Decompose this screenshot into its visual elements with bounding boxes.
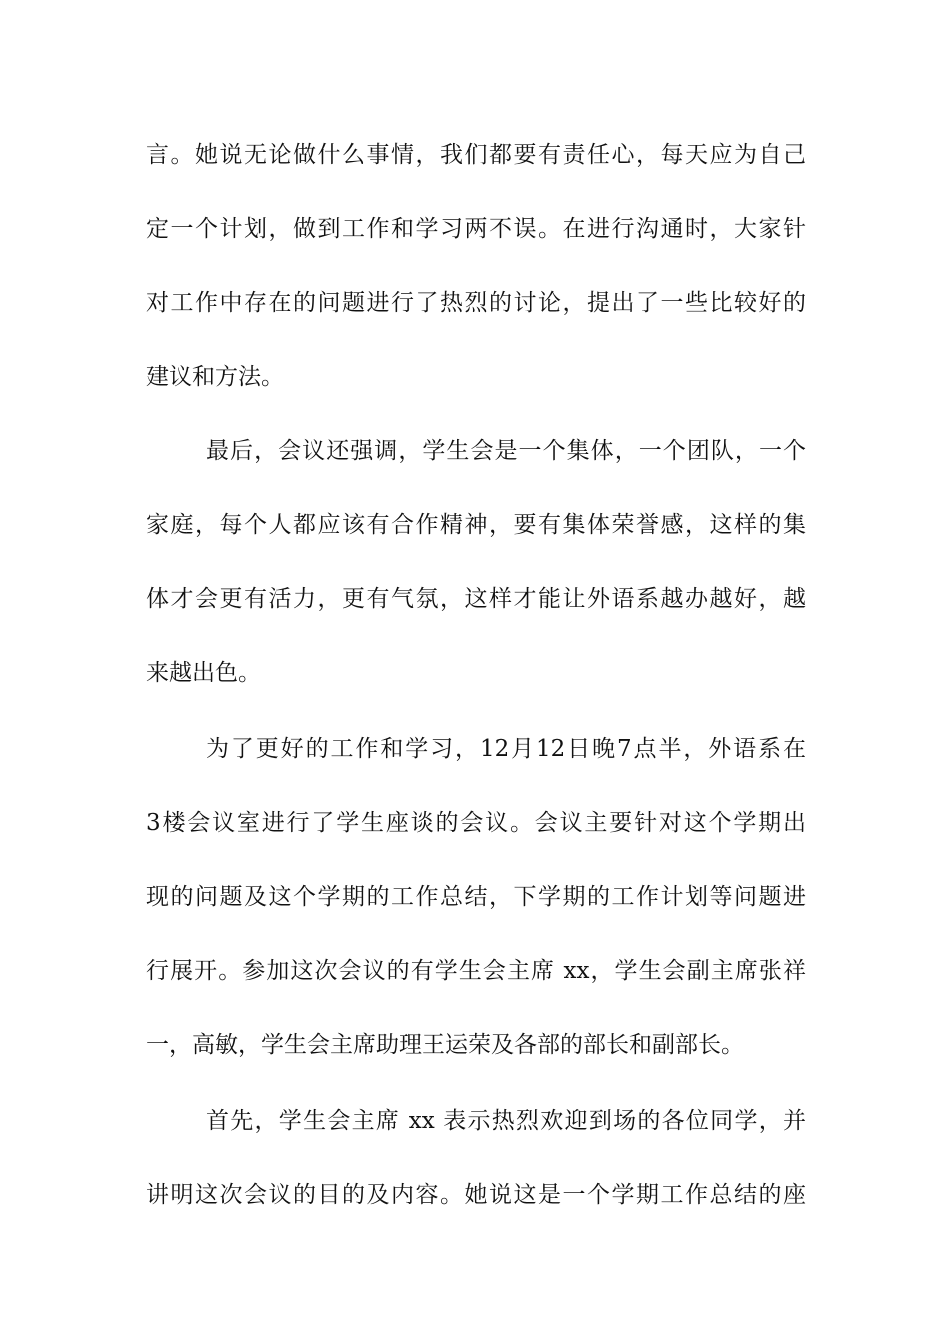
text-line: 行展开。参加这次会议的有学生会主席 xx，学生会副主席张祥 <box>146 958 806 984</box>
text-line: 讲明这次会议的目的及内容。她说这是一个学期工作总结的座 <box>146 1182 806 1208</box>
paragraph-first-line: 最后，会议还强调，学生会是一个集体，一个团队，一个 <box>206 438 806 464</box>
text-line: 言。她说无论做什么事情，我们都要有责任心，每天应为自己 <box>146 142 806 168</box>
paragraph-first-line: 为了更好的工作和学习，12月12日晚7点半，外语系在 <box>206 736 806 762</box>
text-line: 体才会更有活力，更有气氛，这样才能让外语系越办越好，越 <box>146 586 806 612</box>
text-line: 定一个计划，做到工作和学习两不误。在进行沟通时，大家针 <box>146 216 806 242</box>
text-line: 对工作中存在的问题进行了热烈的讨论，提出了一些比较好的 <box>146 290 806 316</box>
text-line: 来越出色。 <box>146 660 261 686</box>
text-line: 家庭，每个人都应该有合作精神，要有集体荣誉感，这样的集 <box>146 512 806 538</box>
text-line: 3楼会议室进行了学生座谈的会议。会议主要针对这个学期出 <box>146 810 806 836</box>
text-line: 一，高敏，学生会主席助理王运荣及各部的部长和副部长。 <box>146 1032 744 1058</box>
paragraph-first-line: 首先，学生会主席 xx 表示热烈欢迎到场的各位同学，并 <box>206 1108 806 1134</box>
text-line: 现的问题及这个学期的工作总结，下学期的工作计划等问题进 <box>146 884 806 910</box>
text-line: 建议和方法。 <box>146 364 284 390</box>
